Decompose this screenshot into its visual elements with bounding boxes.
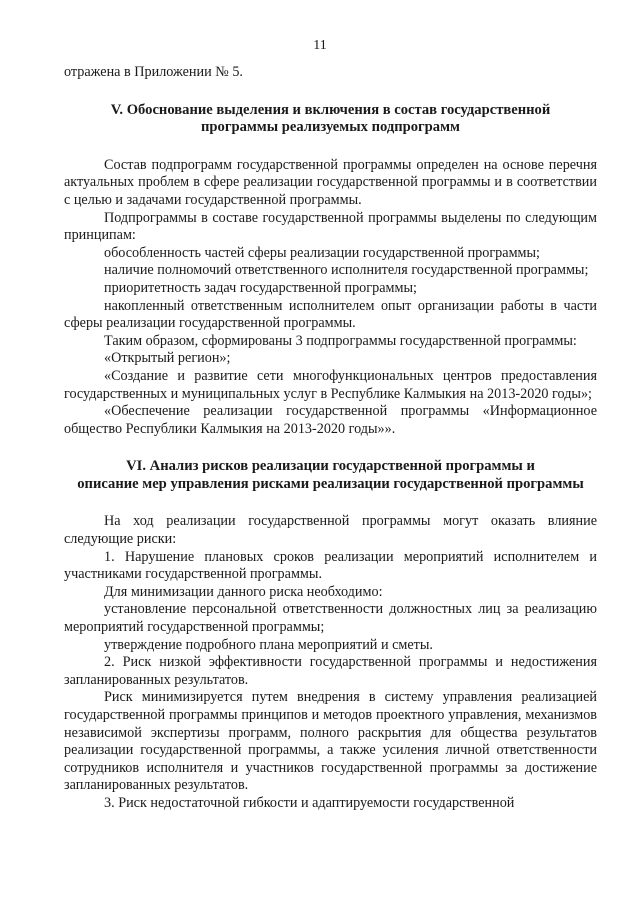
- section5-paragraph: Состав подпрограмм государственной программы определен на основе перечня актуальных проблем в сфере реализации государственной программы и в соответствии с целью и задачами государственной программы.: [64, 156, 597, 208]
- page-number: 11: [313, 38, 327, 53]
- section6-paragraph: 1. Нарушение плановых сроков реализации мероприятий исполнителем и участниками государственной программы.: [64, 548, 597, 583]
- section5-paragraph: Подпрограммы в составе государственной программы выделены по следующим принципам:: [64, 209, 597, 244]
- section6-paragraph: 2. Риск низкой эффективности государственной программы и недостижения запланированных результатов.: [64, 654, 597, 688]
- section6-paragraph: На ход реализации государственной программы могут оказать влияние следующие риски:: [64, 513, 597, 548]
- section6-paragraph: Риск минимизируется путем внедрения в систему управления реализацией государственной программы принципов и методов проектного управления, механизмов независимой экспертизы программ, полного раскрытия для общества результатов реализации государственной программы, а также усиления личной ответственности сотрудников исполнителя и участников государственной программы за достижение запланированных результатов.: [64, 689, 597, 794]
- section6-paragraph: установление персональной ответственности должностных лиц за реализацию мероприятий государственной программы;: [64, 601, 597, 636]
- section6-paragraph: утверждение подробного плана мероприятий и сметы.: [104, 636, 433, 653]
- section5-paragraph: приоритетность задач государственной программы;: [104, 279, 417, 296]
- section5-paragraph: «Открытый регион»;: [104, 350, 231, 367]
- section5-paragraph: «Создание и развитие сети многофункциональных центров предоставления государственных и муниципальных услуг в Республике Калмыкия на 2013-2020 годы»;: [64, 367, 597, 402]
- section6-paragraph: 3. Риск недостаточной гибкости и адаптируемости государственной: [104, 794, 515, 811]
- section5-heading-line1: V. Обоснование выделения и включения в состав государственной: [110, 101, 551, 118]
- section6-heading-line1: VI. Анализ рисков реализации государственной программы и: [126, 458, 535, 475]
- section5-heading-line2: программы реализуемых подпрограмм: [201, 119, 460, 136]
- section5-paragraph: наличие полномочий ответственного исполнителя государственной программы;: [104, 262, 589, 279]
- section5-paragraph: Таким образом, сформированы 3 подпрограммы государственной программы:: [104, 332, 577, 349]
- section6-heading-line2: описание мер управления рисками реализации государственной программы: [77, 475, 584, 492]
- section6-paragraph: Для минимизации данного риска необходимо:: [104, 583, 383, 600]
- section5-paragraph: обособленность частей сферы реализации государственной программы;: [104, 244, 541, 261]
- document-body: [64, 64, 597, 813]
- section5-paragraph: накопленный ответственным исполнителем опыт организации работы в части сферы реализации государственной программы.: [64, 297, 597, 332]
- section5-paragraph: «Обеспечение реализации государственной программы «Информационное общество Республики Калмыкия на 2013-2020 годы»».: [64, 403, 597, 437]
- intro-line: отражена в Приложении № 5.: [64, 64, 243, 80]
